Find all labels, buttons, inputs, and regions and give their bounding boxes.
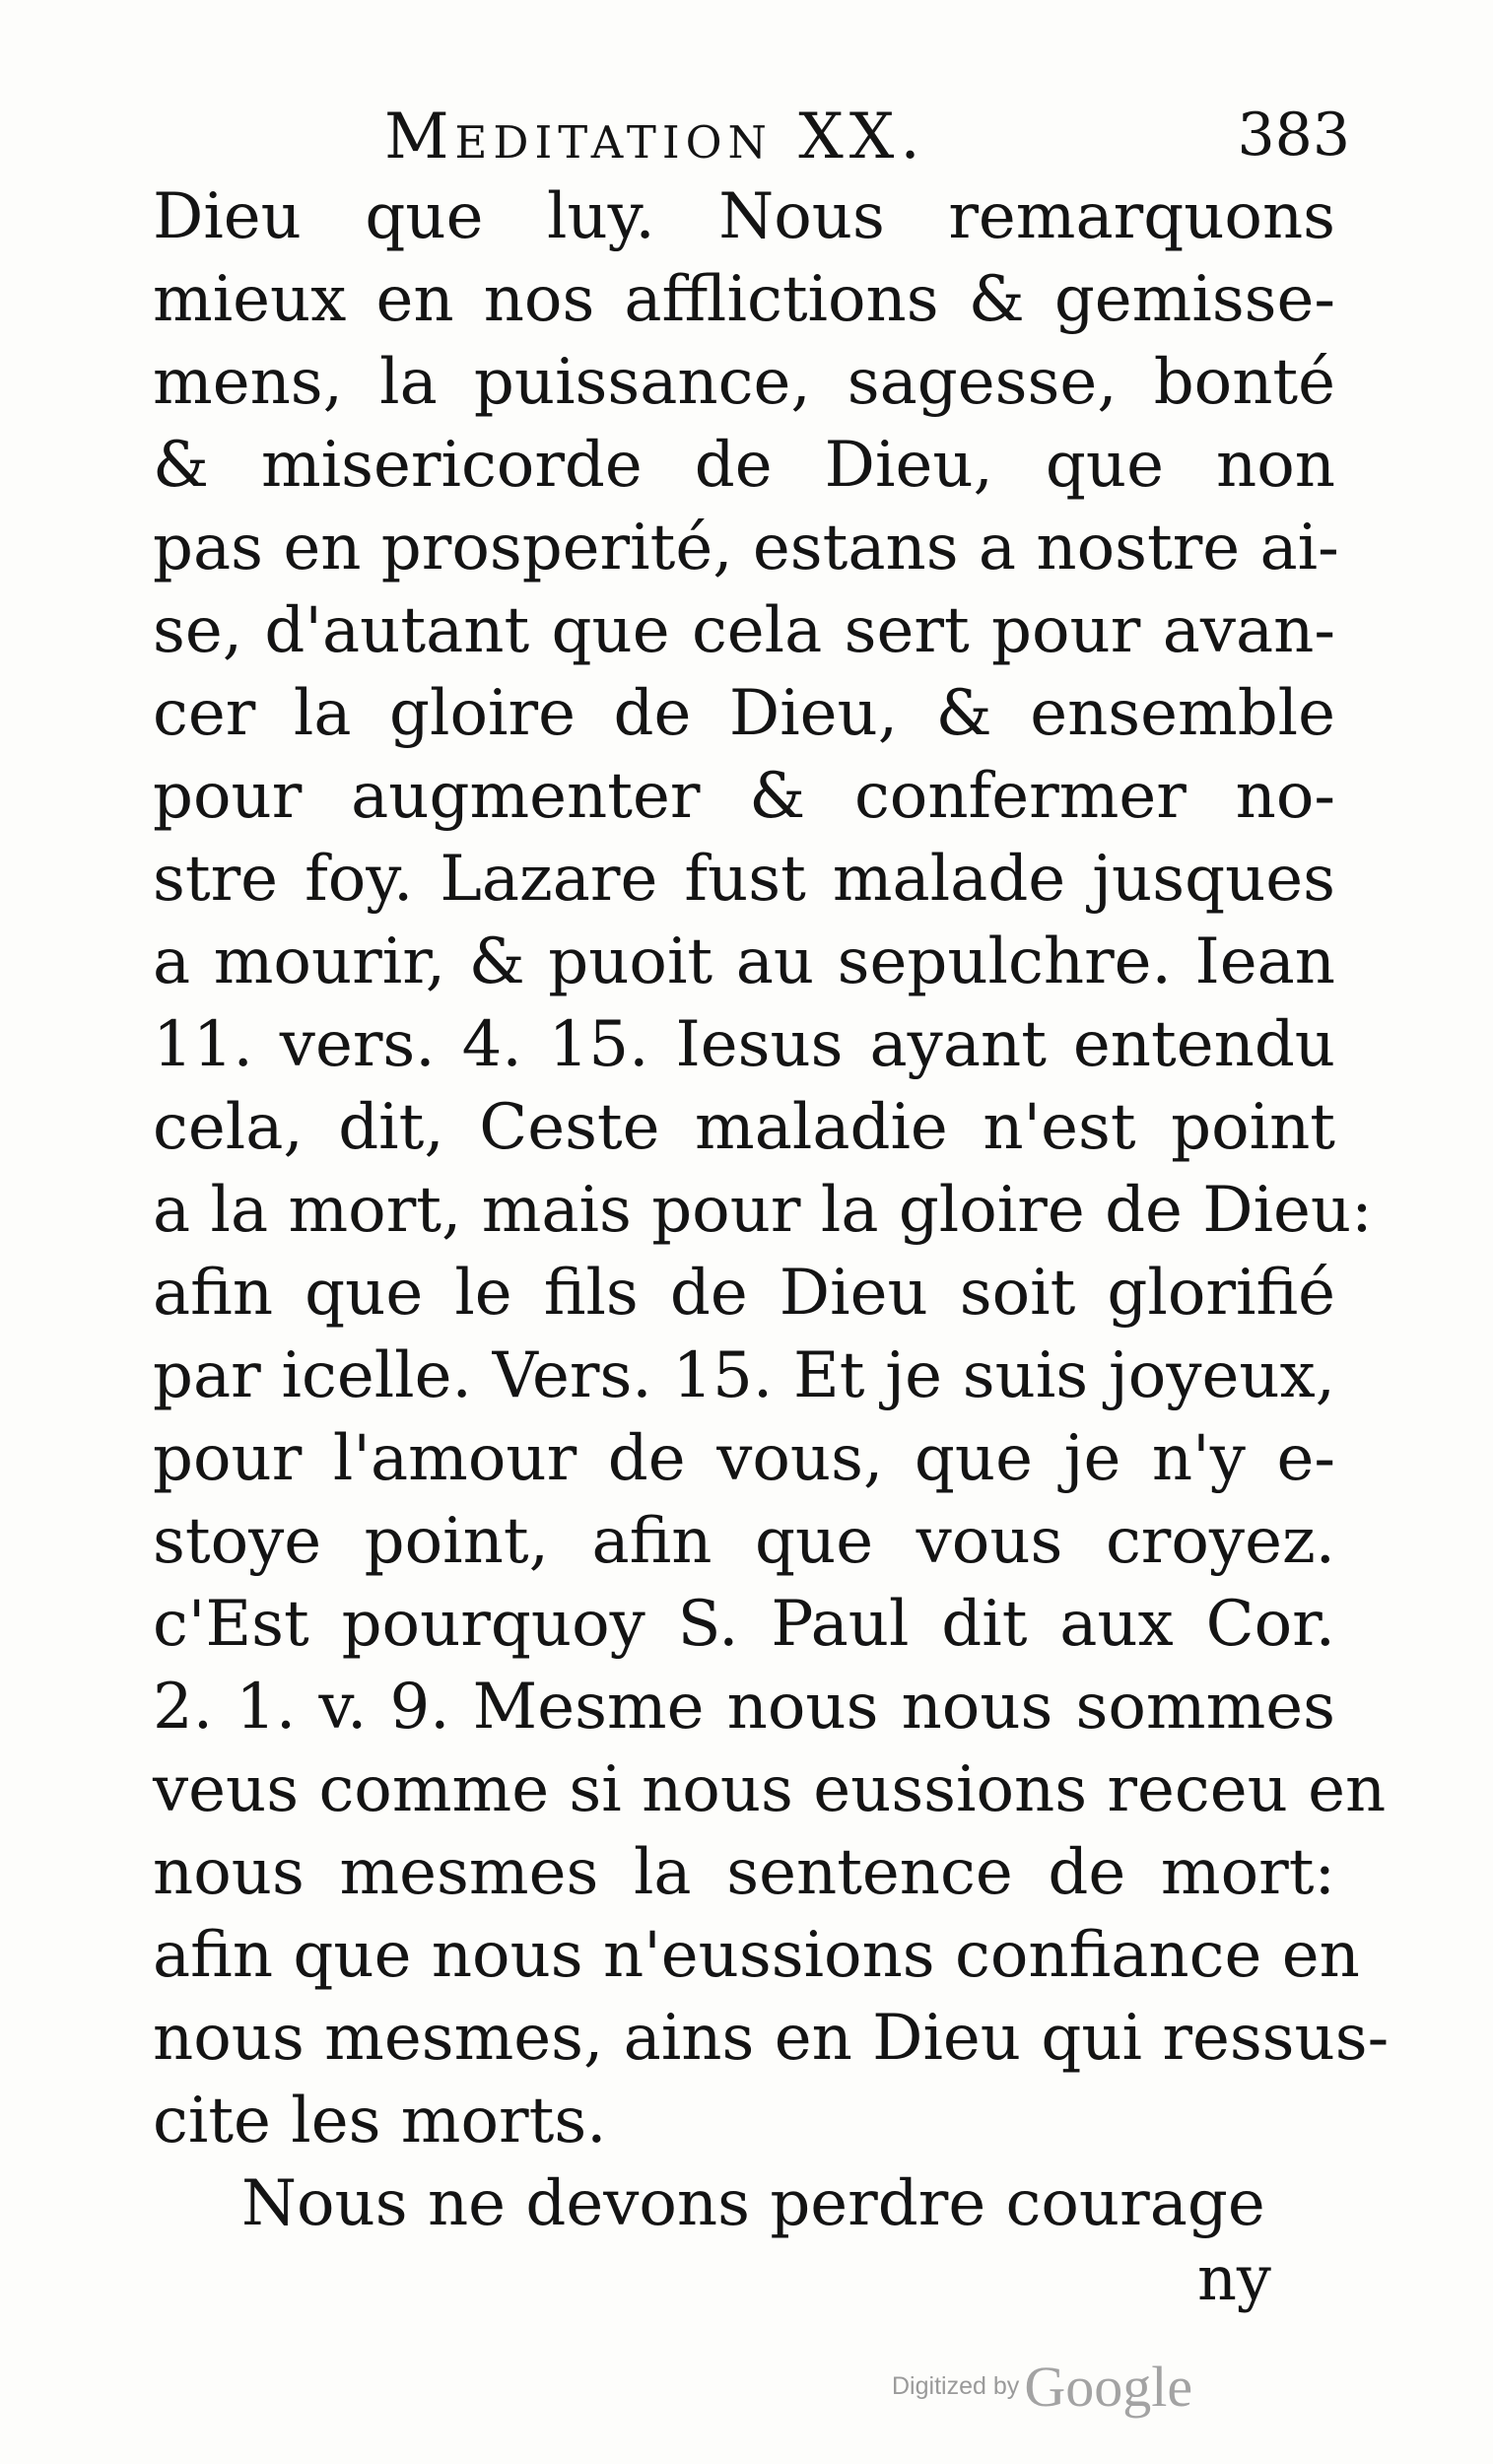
text-line: pour l'amour de vous, que je n'y e- <box>153 1422 1335 1495</box>
catchword: ny <box>1197 2242 1271 2314</box>
text-line: Dieu que luy. Nous remarquons <box>153 180 1335 253</box>
text-line: mens, la puissance, sagesse, bonté <box>153 346 1335 419</box>
text-line: stoye point, afin que vous croyez. <box>153 1505 1335 1578</box>
text-line: mieux en nos afflictions & gemisse- <box>153 263 1335 336</box>
watermark-prefix: Digitized by <box>892 2372 1020 2400</box>
text-line: c'Est pourquoy S. Paul dit aux Cor. <box>153 1588 1335 1661</box>
page-number: 383 <box>1237 101 1350 170</box>
text-line: nous mesmes, ains en Dieu qui ressus- <box>153 2002 1390 2075</box>
text-line: veus comme si nous eussions receu en <box>153 1753 1387 1826</box>
text-line: se, d'autant que cela sert pour avan- <box>153 594 1335 667</box>
text-line: cela, dit, Ceste maladie n'est point <box>153 1091 1335 1164</box>
text-line: nous mesmes la sentence de mort: <box>153 1836 1335 1909</box>
google-logo: Google <box>1024 2355 1193 2419</box>
text-line: afin que le fils de Dieu soit glorifié <box>153 1257 1335 1330</box>
body-text <box>153 175 1390 2245</box>
text-line: a mourir, & puoit au sepulchre. Iean <box>153 925 1335 998</box>
paragraph-start-line: Nous ne devons perdre courage <box>241 2167 1265 2240</box>
text-line: 11. vers. 4. 15. Iesus ayant entendu <box>153 1008 1335 1081</box>
digitized-watermark <box>892 2354 1192 2420</box>
text-line: cite les morts. <box>153 2085 607 2157</box>
text-line: afin que nous n'eussions confiance en <box>153 1919 1360 1992</box>
text-line: par icelle. Vers. 15. Et je suis joyeux, <box>153 1339 1335 1412</box>
running-title: Meditation XX. <box>384 101 926 173</box>
text-line: a la mort, mais pour la gloire de Dieu: <box>153 1174 1373 1247</box>
text-line: stre foy. Lazare fust malade jusques <box>153 843 1335 916</box>
text-line: 2. 1. v. 9. Mesme nous nous sommes <box>153 1671 1335 1744</box>
text-line: cer la gloire de Dieu, & ensemble <box>153 677 1335 750</box>
text-line: & misericorde de Dieu, que non <box>153 429 1335 502</box>
text-line: pas en prosperité, estans a nostre ai- <box>153 512 1339 584</box>
text-line: pour augmenter & confermer no- <box>153 760 1335 833</box>
